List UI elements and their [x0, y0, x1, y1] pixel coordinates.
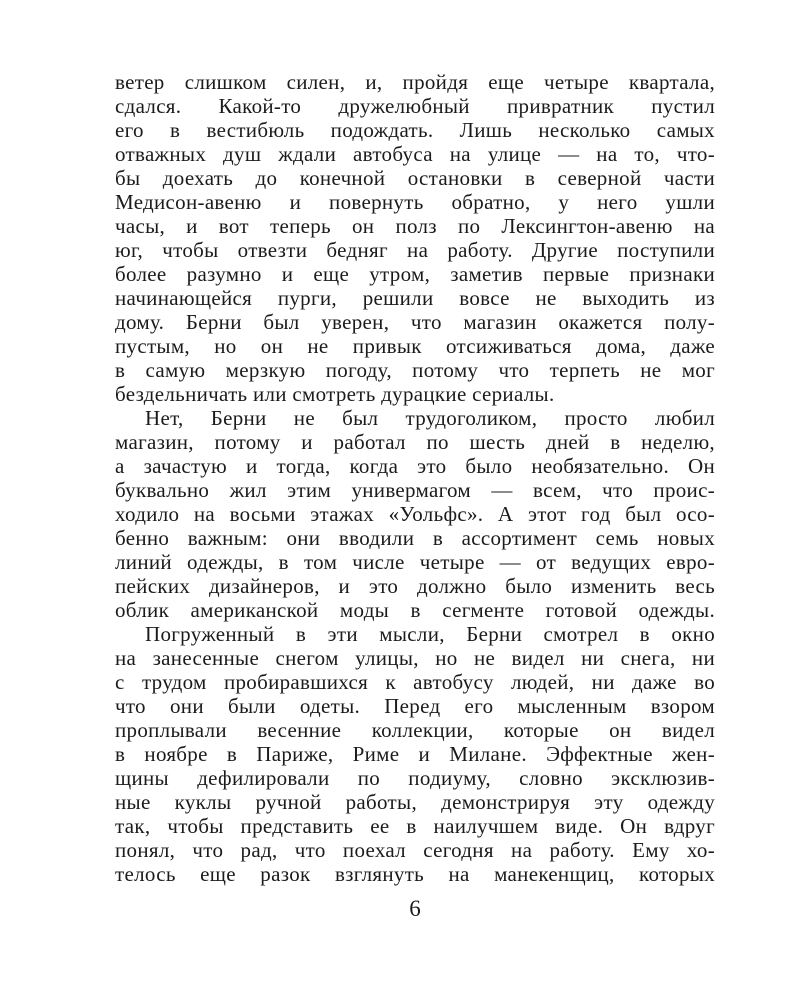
- text-line: телось еще разок взглянуть на манекенщиц, которых: [115, 862, 715, 886]
- text-line: линий одежды, в том числе четыре — от ведущих евро-: [115, 550, 715, 574]
- text-line: а зачастую и тогда, когда это было необязательно. Он: [115, 454, 715, 478]
- paragraph: [115, 406, 715, 622]
- text-line: отважных душ ждали автобуса на улице — на то, что-: [115, 142, 715, 166]
- text-line: ные куклы ручной работы, демонстрируя эту одежду: [115, 790, 715, 814]
- text-line: пейских дизайнеров, и это должно было изменить весь: [115, 574, 715, 598]
- text-line: с трудом пробиравшихся к автобусу людей, ни даже во: [115, 670, 715, 694]
- text-line: ходило на восьми этажах «Уольфс». А этот год был осо-: [115, 502, 715, 526]
- text-line: пустым, но он не привык отсиживаться дома, даже: [115, 334, 715, 358]
- text-line: Нет, Берни не был трудоголиком, просто любил: [145, 406, 715, 430]
- text-line: Погруженный в эти мысли, Берни смотрел в окно: [145, 622, 715, 646]
- text-line: что они были одеты. Перед его мысленным взором: [115, 694, 715, 718]
- text-line: дому. Берни был уверен, что магазин окажется полу-: [115, 310, 715, 334]
- text-line: буквально жил этим универмагом — всем, что проис-: [115, 478, 715, 502]
- text-line: Медисон-авеню и повернуть обратно, у него ушли: [115, 190, 715, 214]
- text-line: на занесенные снегом улицы, но не видел ни снега, ни: [115, 646, 715, 670]
- text-line: бенно важным: они вводили в ассортимент семь новых: [115, 526, 715, 550]
- text-line: магазин, потому и работал по шесть дней в неделю,: [115, 430, 715, 454]
- text-line: часы, и вот теперь он полз по Лексингтон-авеню на: [115, 214, 715, 238]
- text-line: сдался. Какой-то дружелюбный привратник пустил: [115, 94, 715, 118]
- text-line: щины дефилировали по подиуму, словно эксклюзив-: [115, 766, 715, 790]
- paragraph: [115, 622, 715, 886]
- text-line: юг, чтобы отвезти бедняг на работу. Другие поступили: [115, 238, 715, 262]
- text-line: проплывали весенние коллекции, которые он видел: [115, 718, 715, 742]
- text-line: начинающейся пурги, решили вовсе не выходить из: [115, 286, 715, 310]
- paragraph: [115, 70, 715, 406]
- page-text: [115, 70, 715, 886]
- text-line: его в вестибюль подождать. Лишь несколько самых: [115, 118, 715, 142]
- text-line: в самую мерзкую погоду, потому что терпеть не мог: [115, 358, 715, 382]
- text-line: более разумно и еще утром, заметив первые признаки: [115, 262, 715, 286]
- text-line: ветер слишком силен, и, пройдя еще четыре квартала,: [115, 70, 715, 94]
- page-number: 6: [409, 896, 421, 921]
- text-line: в ноябре в Париже, Риме и Милане. Эффектные жен-: [115, 742, 715, 766]
- text-line: так, чтобы представить ее в наилучшем виде. Он вдруг: [115, 814, 715, 838]
- text-line: облик американской моды в сегменте готовой одежды.: [115, 598, 715, 622]
- text-line: бы доехать до конечной остановки в северной части: [115, 166, 715, 190]
- text-line: понял, что рад, что поехал сегодня на работу. Ему хо-: [115, 838, 715, 862]
- text-line: бездельничать или смотреть дурацкие сериалы.: [115, 382, 555, 406]
